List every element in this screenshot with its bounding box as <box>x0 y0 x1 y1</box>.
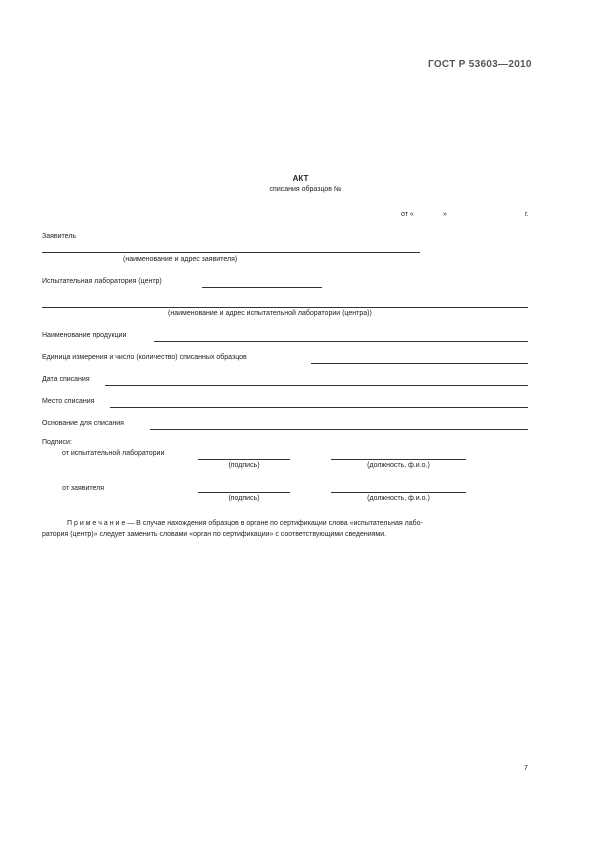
unit-label: Единица измерения и число (количество) списанных образцов <box>42 354 247 361</box>
lab-label: Испытательная лаборатория (центр) <box>42 278 162 285</box>
unit-line[interactable] <box>311 363 528 364</box>
lab-caption: (наименование и адрес испытательной лаборатории (центра)) <box>168 310 372 317</box>
act-title: АКТ <box>292 174 309 183</box>
signatures-heading: Подписи: <box>42 439 72 446</box>
applicant-signature-line[interactable] <box>198 492 290 493</box>
basis-line[interactable] <box>150 429 528 430</box>
lab-position-line[interactable] <box>331 459 466 460</box>
note-line1: В случае нахождения образцов в органе по сертификации слова «испытательная лабо- <box>136 520 423 527</box>
from-applicant-label: от заявителя <box>62 485 105 492</box>
note-line2: ратория (центр)» следует заменить словами «орган по сертификации» с соответствующими сведениями. <box>42 531 387 538</box>
basis-label: Основание для списания <box>42 420 124 427</box>
applicant-position-caption: (должность, ф.и.о.) <box>367 495 430 502</box>
place-label: Место списания <box>42 398 95 405</box>
date-line[interactable] <box>105 385 528 386</box>
lab-sign-caption: (подпись) <box>228 462 260 469</box>
applicant-position-line[interactable] <box>331 492 466 493</box>
lab-line[interactable] <box>202 287 322 288</box>
page-number: 7 <box>524 765 528 772</box>
note-label: П р и м е ч а н и е — <box>67 520 135 527</box>
place-line[interactable] <box>110 407 528 408</box>
date-prefix: от « <box>401 211 414 218</box>
lab-position-caption: (должность, ф.и.о.) <box>367 462 430 469</box>
applicant-line[interactable] <box>42 252 420 253</box>
date-label: Дата списания <box>42 376 90 383</box>
act-subtitle: списания образцов № <box>269 186 342 193</box>
date-suffix: г. <box>525 211 529 218</box>
product-label: Наименование продукции <box>42 332 127 339</box>
applicant-label: Заявитель <box>42 233 77 240</box>
note-text-line1 <box>67 520 423 527</box>
lab-signature-line[interactable] <box>198 459 290 460</box>
applicant-caption: (наименование и адрес заявителя) <box>123 256 238 263</box>
standard-code: ГОСТ Р 53603—2010 <box>428 59 532 70</box>
product-line[interactable] <box>154 341 528 342</box>
from-lab-label: от испытательной лаборатории <box>62 450 165 457</box>
date-mid: » <box>443 211 447 218</box>
lab-address-line[interactable] <box>42 307 528 308</box>
applicant-sign-caption: (подпись) <box>228 495 260 502</box>
